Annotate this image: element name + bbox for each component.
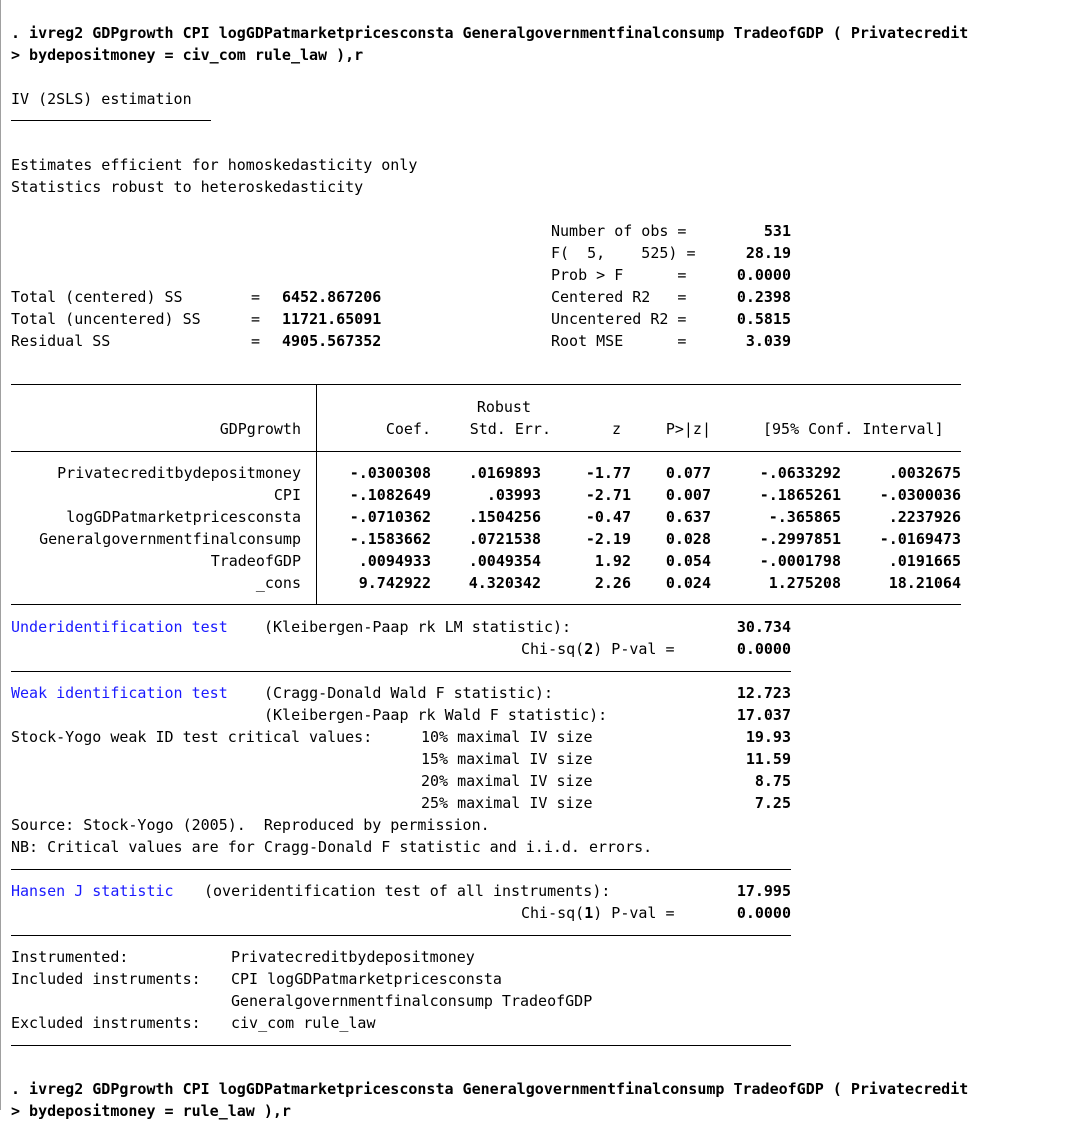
dependent-variable: GDPgrowth [219, 420, 301, 438]
included-instruments-1: CPI logGDPatmarketpricesconsta [231, 970, 502, 988]
hansen-chisq-label: Chi-sq(1) P-val = [521, 904, 675, 922]
underid-chisq-label: Chi-sq(2) P-val = [521, 640, 675, 658]
critical-value-label: 10% maximal IV size [421, 728, 593, 746]
std-err-value: .0049354 [468, 552, 541, 570]
ss-label: Total (uncentered) SS [11, 310, 201, 328]
conf-low: -.0001798 [759, 552, 841, 570]
instrumented-vars: Privatecreditbydepositmoney [231, 948, 475, 966]
weakid-description-kp: (Kleibergen-Paap rk Wald F statistic): [264, 706, 608, 724]
p-value: 0.637 [665, 508, 711, 526]
hansen-rule [11, 935, 791, 936]
critical-value: 19.93 [745, 728, 791, 746]
conf-low: -.2997851 [759, 530, 841, 548]
stat-value: 531 [763, 222, 791, 240]
robust-note: Statistics robust to heteroskedasticity [11, 178, 364, 196]
underidentification-test-link[interactable]: Underidentification test [11, 618, 228, 636]
variable-name: _cons [255, 574, 301, 592]
coef-value: -.1082649 [349, 486, 431, 504]
hansen-j-statistic-link[interactable]: Hansen J statistic [11, 882, 174, 900]
source-note: Source: Stock-Yogo (2005). Reproduced by permission. [11, 816, 490, 834]
included-instruments-2: Generalgovernmentfinalconsump TradeofGDP [231, 992, 593, 1010]
stat-value: 0.5815 [736, 310, 791, 328]
conf-low: -.0633292 [759, 464, 841, 482]
coef-value: -.0300308 [349, 464, 431, 482]
instruments-rule [11, 1045, 791, 1046]
header-z: z [611, 420, 621, 438]
weakid-kp-statistic: 17.037 [736, 706, 791, 724]
std-err-value: .0169893 [468, 464, 541, 482]
std-err-value: 4.320342 [468, 574, 541, 592]
critical-value-label: 15% maximal IV size [421, 750, 593, 768]
conf-high: 18.21064 [888, 574, 961, 592]
ss-label: Residual SS [11, 332, 111, 350]
weakid-cd-statistic: 12.723 [736, 684, 791, 702]
conf-high: .0032675 [888, 464, 961, 482]
z-value: -2.71 [585, 486, 631, 504]
excluded-instruments: civ_com rule_law [231, 1014, 376, 1032]
conf-high: .2237926 [888, 508, 961, 526]
weakid-description-cd: (Cragg-Donald Wald F statistic): [264, 684, 553, 702]
variable-name: logGDPatmarketpricesconsta [66, 508, 301, 526]
stat-value: 28.19 [745, 244, 791, 262]
coef-value: .0094933 [358, 552, 431, 570]
std-err-value: .1504256 [468, 508, 541, 526]
table-top-rule [11, 384, 961, 385]
ss-equals: = [251, 310, 261, 328]
weakid-rule [11, 869, 791, 870]
conf-low: 1.275208 [768, 574, 841, 592]
header-conf-interval: [95% Conf. Interval] [763, 420, 944, 438]
stat-value: 0.2398 [736, 288, 791, 306]
ss-equals: = [251, 288, 261, 306]
stock-yogo-label: Stock-Yogo weak ID test critical values: [11, 728, 373, 746]
p-value: 0.077 [665, 464, 711, 482]
table-header-rule [11, 451, 961, 452]
conf-low: -.365865 [768, 508, 841, 526]
ss-label: Total (centered) SS [11, 288, 183, 306]
excluded-instruments-label: Excluded instruments: [11, 1014, 201, 1032]
conf-low: -.1865261 [759, 486, 841, 504]
efficiency-note: Estimates efficient for homoskedasticity only [11, 156, 418, 174]
ss-equals: = [251, 332, 261, 350]
z-value: -1.77 [585, 464, 631, 482]
underid-rule [11, 671, 791, 672]
stat-value: 3.039 [745, 332, 791, 350]
stat-label: Prob > F = [551, 266, 687, 284]
ss-value: 6452.867206 [282, 288, 382, 306]
header-pvalue: P>|z| [665, 420, 711, 438]
table-vertical-rule [316, 385, 317, 605]
critical-value: 8.75 [754, 772, 791, 790]
z-value: 2.26 [594, 574, 631, 592]
table-bottom-rule [11, 604, 961, 605]
coef-value: -.0710362 [349, 508, 431, 526]
command-line-2: > bydepositmoney = civ_com rule_law ),r [11, 46, 364, 64]
header-coef: Coef. [385, 420, 431, 438]
variable-name: CPI [273, 486, 301, 504]
p-value: 0.007 [665, 486, 711, 504]
header-std-err: Std. Err. [469, 420, 551, 438]
variable-name: TradeofGDP [210, 552, 301, 570]
critical-value-label: 20% maximal IV size [421, 772, 593, 790]
std-err-value: .0721538 [468, 530, 541, 548]
underid-pvalue: 0.0000 [736, 640, 791, 658]
stat-label: Number of obs = [551, 222, 687, 240]
coef-value: -.1583662 [349, 530, 431, 548]
robust-label: Robust [476, 398, 531, 416]
std-err-value: .03993 [486, 486, 541, 504]
z-value: -0.47 [585, 508, 631, 526]
estimation-title: IV (2SLS) estimation [11, 90, 192, 108]
variable-name: Privatecreditbydepositmoney [57, 464, 301, 482]
stat-label: Uncentered R2 = [551, 310, 687, 328]
ss-value: 11721.65091 [282, 310, 382, 328]
critical-value: 7.25 [754, 794, 791, 812]
title-underline [11, 120, 211, 121]
z-value: 1.92 [594, 552, 631, 570]
included-instruments-label: Included instruments: [11, 970, 201, 988]
coef-value: 9.742922 [358, 574, 431, 592]
underid-description: (Kleibergen-Paap rk LM statistic): [264, 618, 572, 636]
nb-note: NB: Critical values are for Cragg-Donald F statistic and i.i.d. errors. [11, 838, 653, 856]
underid-statistic: 30.734 [736, 618, 791, 636]
critical-value-label: 25% maximal IV size [421, 794, 593, 812]
z-value: -2.19 [585, 530, 631, 548]
critical-value: 11.59 [745, 750, 791, 768]
weak-identification-test-link[interactable]: Weak identification test [11, 684, 228, 702]
p-value: 0.024 [665, 574, 711, 592]
ss-value: 4905.567352 [282, 332, 382, 350]
conf-high: -.0300036 [879, 486, 961, 504]
stat-label: Centered R2 = [551, 288, 687, 306]
p-value: 0.028 [665, 530, 711, 548]
p-value: 0.054 [665, 552, 711, 570]
hansen-description: (overidentification test of all instruments): [204, 882, 611, 900]
stat-value: 0.0000 [736, 266, 791, 284]
variable-name: Generalgovernmentfinalconsump [39, 530, 301, 548]
conf-high: .0191665 [888, 552, 961, 570]
command-line-1: . ivreg2 GDPgrowth CPI logGDPatmarketpricesconsta Generalgovernmentfinalconsump TradeofGDP ( Privatecredit [11, 24, 969, 42]
instrumented-label: Instrumented: [11, 948, 129, 966]
stat-label: F( 5, 525) = [551, 244, 696, 262]
next-command-line-2: > bydepositmoney = rule_law ),r [11, 1102, 291, 1120]
next-command-line-1: . ivreg2 GDPgrowth CPI logGDPatmarketpricesconsta Generalgovernmentfinalconsump TradeofGDP ( Privatecredit [11, 1080, 969, 1098]
conf-high: -.0169473 [879, 530, 961, 548]
hansen-statistic: 17.995 [736, 882, 791, 900]
hansen-pvalue: 0.0000 [736, 904, 791, 922]
stat-label: Root MSE = [551, 332, 687, 350]
